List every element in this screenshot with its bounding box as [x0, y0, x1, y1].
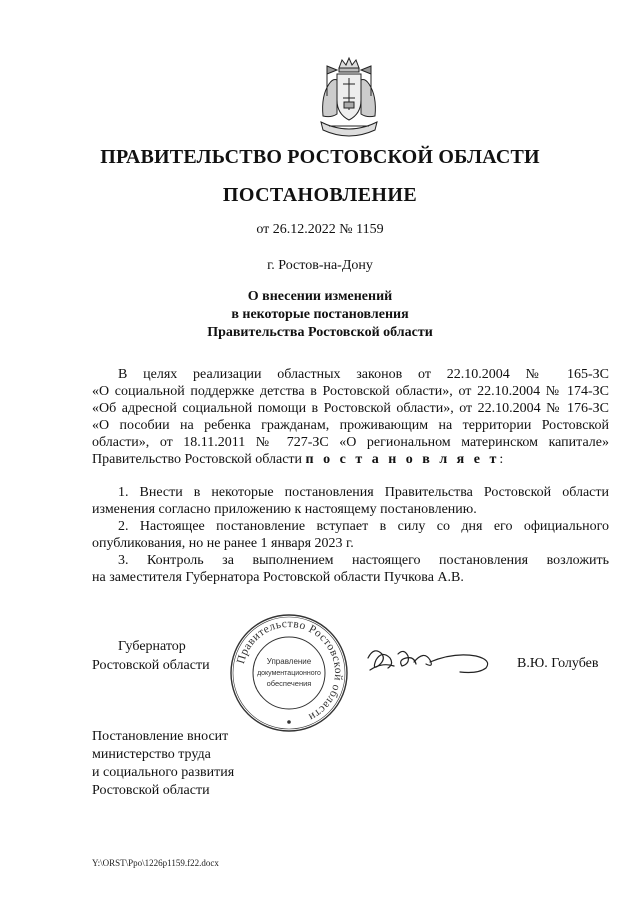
item-2-line-2: опубликования, но не ранее 1 января 2023 г. — [92, 536, 354, 551]
seal-star-icon — [287, 720, 291, 724]
item-1-line-1: 1. Внести в некоторые постановления Правительства Ростовской области — [118, 485, 609, 500]
item-2-line-1: 2. Настоящее постановление вступает в силу со дня его официального — [118, 519, 609, 534]
decree-suffix: : — [499, 452, 504, 467]
submitter-line: Ростовской области — [92, 783, 210, 798]
file-path-footer: Y:\ORST\Ppo\1226p1159.f22.docx — [92, 858, 219, 868]
resolution-items — [92, 484, 609, 586]
preamble-last-prefix: Правительство Ростовской области — [92, 452, 306, 467]
signer-position — [92, 637, 232, 675]
submitter-line: и социального развития — [92, 765, 235, 780]
document-subject — [0, 288, 640, 342]
decree-word: п о с т а н о в л я е т — [305, 452, 500, 467]
document-city: г. Ростов-на-Дону — [267, 258, 373, 273]
submitter-line: министерство труда — [92, 747, 211, 762]
preamble-line: «О социальной поддержке детства в Ростовской области», от 22.10.2004 № 174-ЗС — [92, 384, 609, 399]
handwritten-signature — [364, 640, 494, 680]
position-line-1: Губернатор — [118, 639, 186, 654]
seal-inner-line-1: Управление — [266, 657, 312, 666]
position-line-2: Ростовской области — [92, 658, 210, 673]
subject-line: О внесении изменений — [247, 289, 393, 304]
preamble-last-line — [92, 451, 609, 468]
subject-line: Правительства Ростовской области — [207, 325, 433, 340]
preamble-line: В целях реализации областных законов от 22.10.2004 № 165-ЗС — [118, 367, 609, 382]
seal-inner-line-3: обеспечения — [266, 679, 312, 688]
preamble-line: «Об адресной социальной помощи в Ростовской области», от 22.10.2004 № 176-ЗС — [92, 401, 609, 416]
signer-name: В.Ю. Голубев — [517, 656, 599, 671]
item-3-line-2: на заместителя Губернатора Ростовской области Пучкова А.В. — [92, 570, 464, 585]
document-date-number: от 26.12.2022 № 1159 — [256, 222, 384, 237]
organization-title: ПРАВИТЕЛЬСТВО РОСТОВСКОЙ ОБЛАСТИ — [100, 146, 540, 168]
document-type: ПОСТАНОВЛЕНИЕ — [222, 184, 418, 206]
item-1-line-2: изменения согласно приложению к настоящему постановлению. — [92, 502, 477, 517]
subject-line: в некоторые постановления — [231, 307, 409, 322]
preamble-paragraph — [92, 366, 609, 468]
preamble-line: области», от 18.11.2011 № 727-ЗС «О региональном материнском капитале» — [92, 435, 609, 450]
official-seal — [228, 612, 350, 734]
seal-inner-line-2: документационного — [257, 670, 321, 677]
submitter-block — [92, 728, 292, 800]
seal-outer-text: Правительство Ростовской области — [234, 617, 345, 724]
item-3-line-1: 3. Контроль за выполнением настоящего постановления возложить — [118, 553, 609, 568]
coat-of-arms-icon — [315, 56, 383, 140]
submitter-line: Постановление вносит — [92, 729, 229, 744]
preamble-line: «О пособии на ребенка гражданам, проживающим на территории Ростовской — [92, 418, 609, 433]
